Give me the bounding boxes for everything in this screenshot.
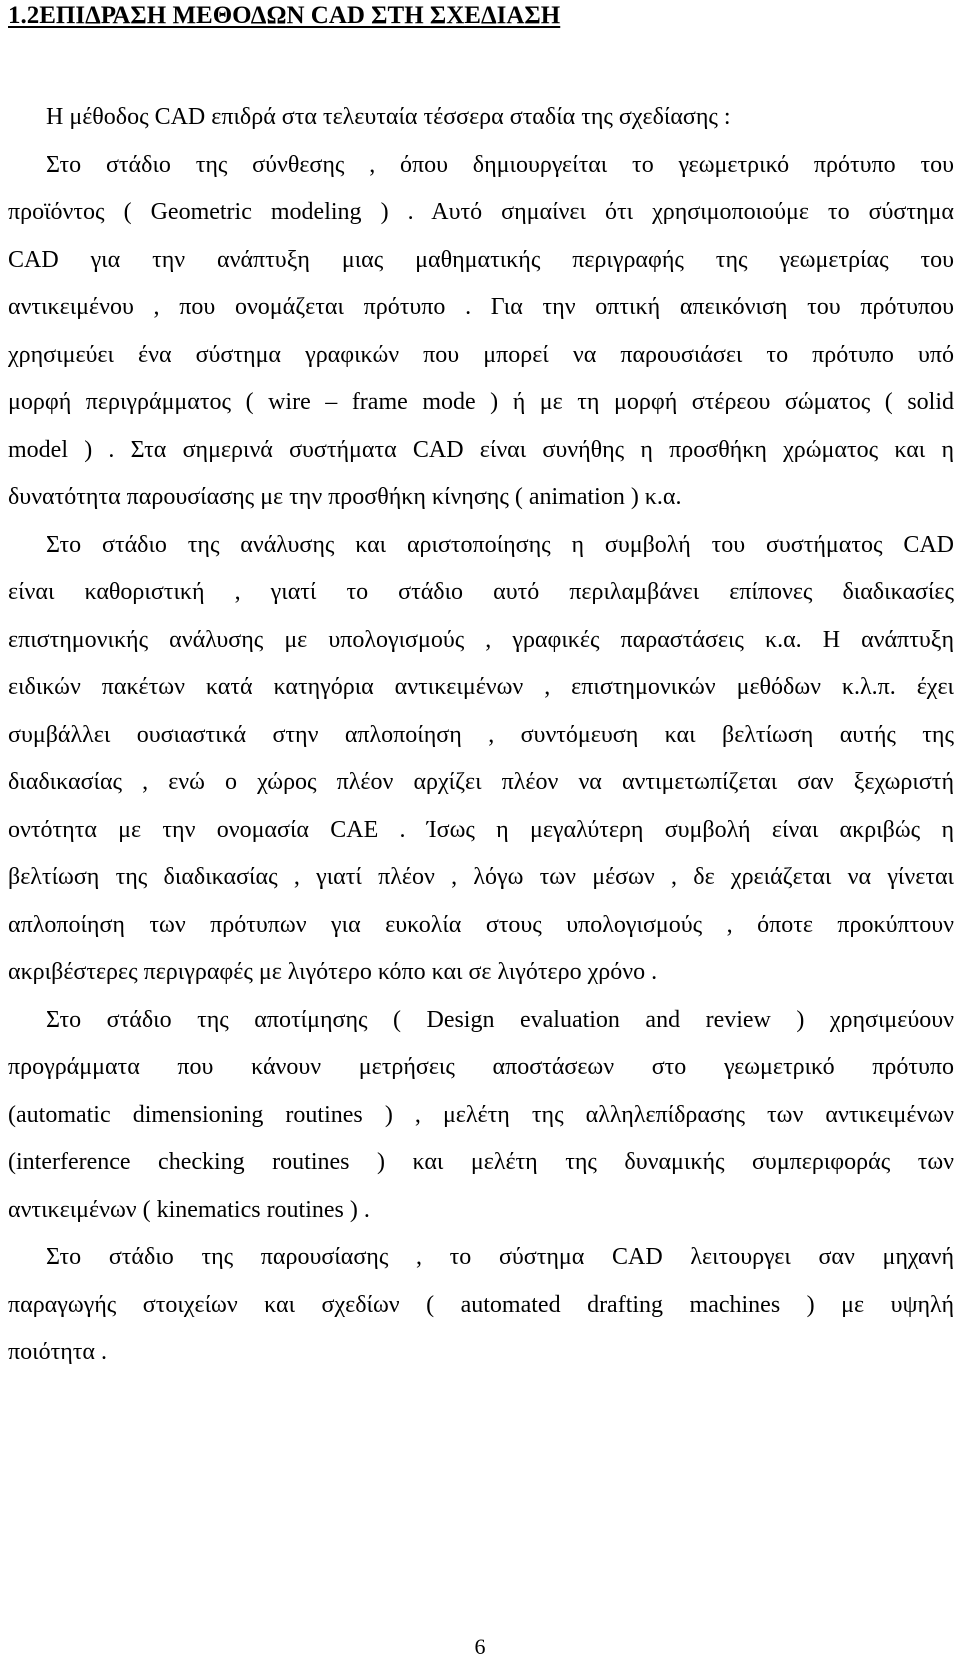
text-line: ποιότητα . (8, 1339, 107, 1365)
text-line: επιστημονικής ανάλυσης με υπολογισμούς , γραφικές παραστάσεις κ.α. Η ανάπτυξη (8, 626, 954, 653)
text-line: προϊόντος ( Geometric modeling ) . Αυτό σημαίνει ότι χρησιμοποιούμε το σύστημα (8, 199, 954, 225)
text-line: ειδικών πακέτων κατά κατηγόρια αντικειμένων , επιστημονικών μεθόδων κ.λ.π. έχει (8, 674, 954, 700)
text-line: Στο στάδιο της σύνθεσης , όπου δημιουργείται το γεωμετρικό πρότυπο του (46, 151, 954, 178)
text-line: (automatic dimensioning routines ) , μελέτη της αλληλεπίδρασης των αντικειμένων (8, 1101, 954, 1128)
text-line: διαδικασίας , ενώ ο χώρος πλέον αρχίζει πλέον να αντιμετωπίζεται σαν ξεχωριστή (8, 769, 954, 795)
text-line: παραγωγής στοιχείων και σχεδίων ( automated drafting machines ) με υψηλή (8, 1291, 954, 1318)
text-line: απλοποίηση των πρότυπων για ευκολία στους υπολογισμούς , όποτε προκύπτουν (8, 911, 954, 938)
text-line: Η μέθοδος CAD επιδρά στα τελευταία τέσσερα σταδία της σχεδίασης : (46, 104, 731, 130)
page-number: 6 (474, 1634, 486, 1659)
text-line: βελτίωση της διαδικασίας , γιατί πλέον , λόγω των μέσων , δε χρειάζεται να γίνεται (8, 864, 954, 890)
text-line: δυνατότητα παρουσίασης με την προσθήκη κίνησης ( animation ) κ.α. (8, 484, 682, 510)
text-line: model ) . Στα σημερινά συστήματα CAD είναι συνήθης η προσθήκη χρώματος και η (8, 436, 954, 463)
text-line: συμβάλλει ουσιαστικά στην απλοποίηση , συντόμευση και βελτίωση αυτής της (8, 721, 954, 748)
section-heading: 1.2ΕΠΙΔΡΑΣΗ ΜΕΘΟΔΩΝ CAD ΣΤΗ ΣΧΕΔΙΑΣΗ (8, 2, 561, 29)
text-line: CAD για την ανάπτυξη μιας μαθηματικής περιγραφής της γεωμετρίας του (8, 246, 954, 273)
text-line: αντικειμένου , που ονομάζεται πρότυπο . Για την οπτική απεικόνιση του πρότυπου (8, 294, 954, 320)
text-line: μορφή περιγράμματος ( wire – frame mode ) ή με τη μορφή στέρεου σώματος ( solid (8, 389, 954, 415)
text-line: (interference checking routines ) και μελέτη της δυναμικής συμπεριφοράς των (8, 1149, 954, 1175)
text-line: είναι καθοριστική , γιατί το στάδιο αυτό περιλαμβάνει επίπονες διαδικασίες (8, 579, 954, 605)
text-line: Στο στάδιο της αποτίμησης ( Design evaluation and review ) χρησιμεύουν (46, 1006, 954, 1033)
text-line: χρησιμεύει ένα σύστημα γραφικών που μπορεί να παρουσιάσει το πρότυπο υπό (8, 341, 954, 368)
text-line: οντότητα με την ονομασία CAE . Ίσως η μεγαλύτερη συμβολή είναι ακριβώς η (8, 816, 954, 843)
text-line: προγράμματα που κάνουν μετρήσεις αποστάσεων στο γεωμετρικό πρότυπο (8, 1054, 954, 1080)
body-text (8, 94, 954, 1377)
text-line: Στο στάδιο της παρουσίασης , το σύστημα CAD λειτουργει σαν μηχανή (46, 1244, 954, 1270)
text-line: ακριβέστερες περιγραφές με λιγότερο κόπο και σε λιγότερο χρόνο . (8, 959, 658, 985)
text-line: Στο στάδιο της ανάλυσης και αριστοποίησης η συμβολή του συστήματος CAD (46, 531, 954, 558)
text-line: αντικειμένων ( kinematics routines ) . (8, 1196, 370, 1223)
